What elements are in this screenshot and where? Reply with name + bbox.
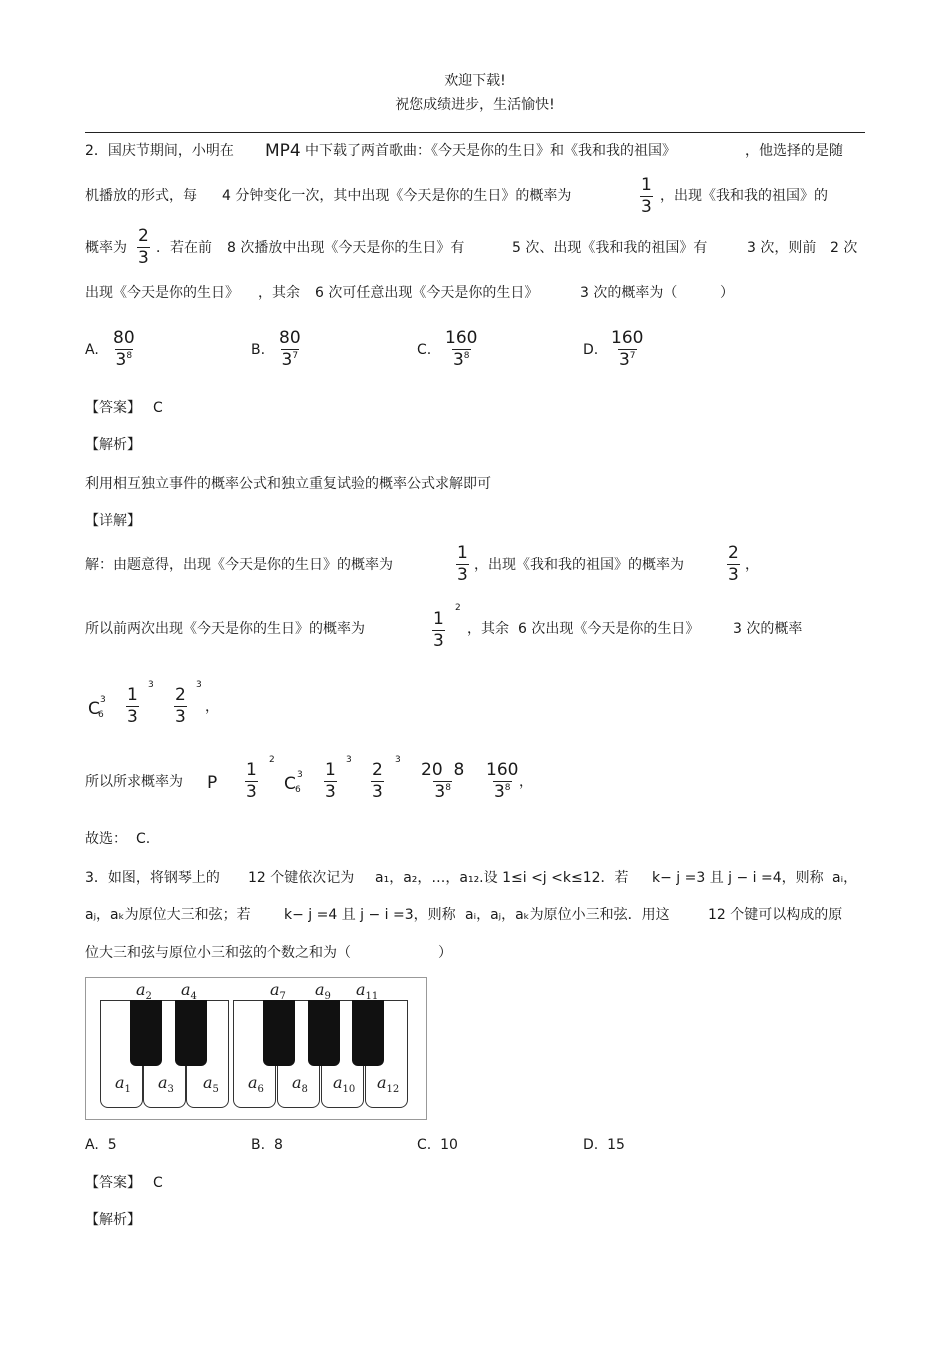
denominator: 3 bbox=[372, 782, 383, 802]
fraction-one-third bbox=[456, 545, 469, 584]
numerator: 20 8 bbox=[421, 760, 465, 780]
q3-line2-c: aᵢ，aⱼ，aₖ为原位小三和弦．用这 bbox=[465, 907, 670, 923]
fraction-two-thirds bbox=[727, 545, 740, 584]
q3-option-a[interactable]: A. 5 bbox=[85, 1137, 117, 1153]
q3-option-b[interactable]: B. 8 bbox=[251, 1137, 283, 1153]
q2-line4-c: 6 次可任意出现《今天是你的生日》 bbox=[315, 285, 539, 301]
fraction-one-third bbox=[324, 762, 337, 801]
q2-line4-e: ） bbox=[720, 285, 734, 301]
exponent: 2 bbox=[269, 755, 275, 765]
q2-line3-a: 概率为 bbox=[85, 240, 127, 256]
key-label-a9: $a_9$ bbox=[315, 980, 331, 1003]
numerator: 1 bbox=[246, 760, 257, 780]
q2-line2-a: 机播放的形式，每 bbox=[85, 188, 197, 204]
numerator: 1 bbox=[433, 609, 444, 629]
q3-line2-d: 12 个键可以构成的原 bbox=[708, 907, 843, 923]
numerator: 1 bbox=[641, 175, 652, 195]
key-label-a4: $a_4$ bbox=[181, 980, 197, 1003]
solution-line2-b: ，其余 bbox=[467, 621, 509, 637]
q3-answer-label: 【答案】 bbox=[85, 1175, 141, 1191]
comma: ， bbox=[519, 774, 533, 790]
q2-line2-b: 4 分钟变化一次，其中出现《今天是你的生日》的概率为 bbox=[222, 188, 572, 204]
detail-label: 【详解】 bbox=[85, 513, 141, 529]
solution-line1-a: 解：由题意得，出现《今天是你的生日》的概率为 bbox=[85, 557, 393, 573]
key-label-a6: $a_6$ bbox=[248, 1073, 264, 1096]
combination-sup: 3 bbox=[100, 695, 106, 705]
solution-line1-b: ，出现《我和我的祖国》的概率为 bbox=[474, 557, 684, 573]
piano-black-key bbox=[263, 1000, 295, 1066]
fraction-20x8 bbox=[420, 762, 465, 801]
header-line-2: 祝您成绩进步，生活愉快! bbox=[395, 97, 555, 113]
key-label-a2: $a_2$ bbox=[136, 980, 152, 1003]
numerator: 80 bbox=[279, 328, 301, 348]
combination-sub: 6 bbox=[98, 710, 104, 720]
key-label-a7: $a_7$ bbox=[270, 980, 286, 1003]
denominator: 3 bbox=[433, 631, 444, 651]
denominator: $3^8$ bbox=[452, 350, 470, 370]
fraction-two-thirds bbox=[174, 687, 187, 726]
option-b-letter[interactable]: B. bbox=[251, 342, 266, 358]
numerator: 1 bbox=[127, 685, 138, 705]
fraction-one-third bbox=[432, 611, 445, 650]
numerator: 160 bbox=[611, 328, 644, 348]
piano-black-key bbox=[130, 1000, 162, 1066]
option-a-letter[interactable]: A. bbox=[85, 342, 99, 358]
denominator: 3 bbox=[138, 248, 149, 268]
q3-line1-c: a₁，a₂，…，a₁₂.设 1≤i <j <k≤12．若 bbox=[375, 870, 629, 886]
q3-line1-a: 3．如图，将钢琴上的 bbox=[85, 870, 220, 886]
denominator: $3^7$ bbox=[281, 350, 299, 370]
denominator: $3^8$ bbox=[493, 782, 511, 802]
denominator: $3^7$ bbox=[618, 350, 636, 370]
option-d-fraction[interactable] bbox=[610, 330, 644, 369]
q3-line2-b: k− j =4 且 j − i =3，则称 bbox=[284, 907, 456, 923]
comma: ， bbox=[205, 699, 219, 715]
solution-line1-c: ， bbox=[745, 557, 759, 573]
q2-line3-b: ．若在前 bbox=[156, 240, 212, 256]
key-label-a3: $a_3$ bbox=[158, 1073, 174, 1096]
q2-line1-a: 2．国庆节期间，小明在 bbox=[85, 143, 234, 159]
key-label-a12: $a_{12}$ bbox=[377, 1073, 400, 1096]
answer-value: C bbox=[153, 400, 163, 416]
q2-line3-f: 2 次 bbox=[830, 240, 858, 256]
denominator: $3^8$ bbox=[434, 782, 451, 802]
denominator: 3 bbox=[175, 707, 186, 727]
denominator: $3^8$ bbox=[115, 350, 133, 370]
analysis-text: 利用相互独立事件的概率公式和独立重复试验的概率公式求解即可 bbox=[85, 476, 491, 492]
exponent: 3 bbox=[196, 680, 202, 690]
piano-figure bbox=[85, 977, 427, 1120]
exponent: 3 bbox=[346, 755, 352, 765]
conclusion-answer: C. bbox=[136, 831, 151, 847]
q3-analysis-label: 【解析】 bbox=[85, 1212, 141, 1228]
key-label-a10: $a_{10}$ bbox=[333, 1073, 356, 1096]
q2-line4-a: 出现《今天是你的生日》 bbox=[85, 285, 239, 301]
q2-line1-c: 中下载了两首歌曲：《今天是你的生日》和《我和我的祖国》 bbox=[305, 143, 676, 159]
solution-line2-d: 3 次的概率 bbox=[733, 621, 803, 637]
exponent: 2 bbox=[455, 603, 461, 613]
fraction-one-third bbox=[245, 762, 258, 801]
q2-mp4: MP4 bbox=[265, 141, 301, 161]
option-a-fraction[interactable] bbox=[112, 330, 136, 369]
numerator: 2 bbox=[728, 543, 739, 563]
header-line-1: 欢迎下载! bbox=[444, 73, 506, 89]
q2-line3-e: 3 次，则前 bbox=[747, 240, 817, 256]
denominator: 3 bbox=[246, 782, 257, 802]
denominator: 3 bbox=[127, 707, 138, 727]
answer-label: 【答案】 bbox=[85, 400, 141, 416]
numerator: 80 bbox=[113, 328, 135, 348]
solution-line2-a: 所以前两次出现《今天是你的生日》的概率为 bbox=[85, 621, 365, 637]
key-label-a11: $a_{11}$ bbox=[356, 980, 379, 1003]
q3-line1-e: aᵢ， bbox=[832, 870, 858, 886]
q3-line1-d: k− j =3 且 j − i =4，则称 bbox=[652, 870, 824, 886]
piano-black-key bbox=[308, 1000, 340, 1066]
numerator: 1 bbox=[325, 760, 336, 780]
fraction-two-thirds bbox=[137, 228, 150, 267]
denominator: 3 bbox=[325, 782, 336, 802]
exponent: 3 bbox=[148, 680, 154, 690]
header-divider bbox=[85, 132, 865, 133]
fraction-one-third bbox=[126, 687, 139, 726]
q2-line2-c: ，出现《我和我的祖国》的 bbox=[660, 188, 828, 204]
q3-line3-a: 位大三和弦与原位小三和弦的个数之和为（ bbox=[85, 945, 351, 961]
fraction-160 bbox=[485, 762, 519, 801]
q2-line1-d: ，他选择的是随 bbox=[745, 143, 843, 159]
numerator: 2 bbox=[175, 685, 186, 705]
option-c-letter[interactable]: C. bbox=[417, 342, 432, 358]
option-c-fraction[interactable] bbox=[444, 330, 478, 369]
key-label-a8: $a_8$ bbox=[292, 1073, 308, 1096]
q2-line3-c: 8 次播放中出现《今天是你的生日》有 bbox=[227, 240, 465, 256]
q3-answer-value: C bbox=[153, 1175, 163, 1191]
q2-line4-d: 3 次的概率为（ bbox=[580, 285, 678, 301]
piano-black-key bbox=[175, 1000, 207, 1066]
q3-line1-b: 12 个键依次记为 bbox=[248, 870, 355, 886]
piano-black-key bbox=[352, 1000, 384, 1066]
combination-sup: 3 bbox=[297, 770, 303, 780]
probability-symbol: P bbox=[207, 773, 218, 793]
numerator: 160 bbox=[445, 328, 478, 348]
key-label-a1: $a_1$ bbox=[115, 1073, 131, 1096]
q3-option-c[interactable]: C. 10 bbox=[417, 1137, 458, 1153]
solution-line2-c: 6 次出现《今天是你的生日》 bbox=[518, 621, 700, 637]
q3-option-d[interactable]: D. 15 bbox=[583, 1137, 625, 1153]
q3-line3-b: ） bbox=[438, 945, 452, 961]
fraction-two-thirds bbox=[371, 762, 384, 801]
q3-line2-a: aⱼ，aₖ为原位大三和弦；若 bbox=[85, 907, 251, 923]
key-label-a5: $a_5$ bbox=[203, 1073, 219, 1096]
denominator: 3 bbox=[457, 565, 468, 585]
exponent: 3 bbox=[395, 755, 401, 765]
numerator: 160 bbox=[486, 760, 519, 780]
q2-line3-d: 5 次、出现《我和我的祖国》有 bbox=[512, 240, 708, 256]
solution-line4-a: 所以所求概率为 bbox=[85, 774, 183, 790]
option-d-letter[interactable]: D. bbox=[583, 342, 599, 358]
combination-symbol: C bbox=[88, 699, 100, 719]
numerator: 2 bbox=[372, 760, 383, 780]
combination-sub: 6 bbox=[295, 785, 301, 795]
combination-symbol: C bbox=[284, 774, 296, 794]
conclusion-label: 故选： bbox=[85, 831, 127, 847]
analysis-label: 【解析】 bbox=[85, 437, 141, 453]
fraction-one-third bbox=[640, 177, 653, 216]
numerator: 2 bbox=[138, 226, 149, 246]
denominator: 3 bbox=[641, 197, 652, 217]
option-b-fraction[interactable] bbox=[278, 330, 302, 369]
numerator: 1 bbox=[457, 543, 468, 563]
denominator: 3 bbox=[728, 565, 739, 585]
q2-line4-b: ，其余 bbox=[258, 285, 300, 301]
